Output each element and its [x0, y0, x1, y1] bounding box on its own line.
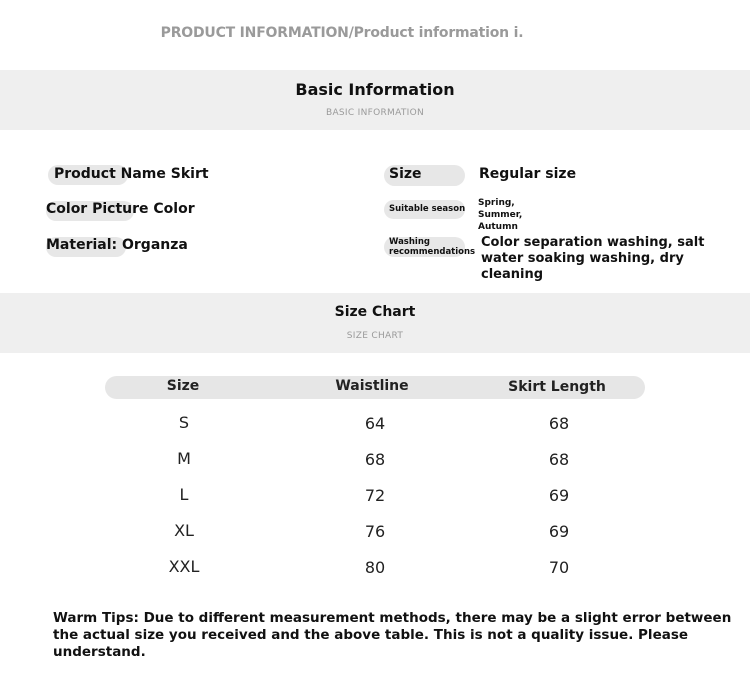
season-value: Spring, Summer, Autumn: [478, 198, 523, 232]
row-size: XL: [174, 521, 194, 540]
product-color: Color Picture Color: [46, 201, 195, 217]
warm-tips: Warm Tips: Due to different measurement methods, there may be a slight error between the actual size you received and the above table. This is not a quality issue. Please understand.: [53, 610, 732, 660]
basic-info-subtitle: BASIC INFORMATION: [325, 108, 425, 118]
size-chart-band: [0, 293, 750, 353]
product-name: Product Name Skirt: [54, 166, 209, 182]
row-waistline: 64: [364, 414, 386, 433]
row-skirt-length: 68: [548, 414, 570, 433]
row-size: XXL: [168, 557, 200, 576]
page-title: PRODUCT INFORMATION/Product information i.: [160, 25, 524, 41]
row-size: L: [179, 485, 189, 504]
row-skirt-length: 68: [548, 450, 570, 469]
season-label: Suitable season: [389, 204, 466, 214]
row-skirt-length: 69: [548, 486, 570, 505]
size-chart-subtitle: SIZE CHART: [346, 331, 404, 341]
row-waistline: 72: [364, 486, 386, 505]
basic-info-band: [0, 70, 750, 130]
row-waistline: 76: [364, 522, 386, 541]
row-waistline: 68: [364, 450, 386, 469]
row-size: S: [178, 413, 190, 432]
row-size: M: [177, 449, 191, 468]
header-skirt-length: Skirt Length: [508, 379, 606, 395]
product-material: Material: Organza: [46, 237, 188, 253]
washing-label: Washing recommendations: [389, 237, 476, 257]
row-waistline: 80: [364, 558, 386, 577]
size-value: Regular size: [479, 166, 577, 182]
row-skirt-length: 70: [548, 558, 570, 577]
basic-info-title: Basic Information: [295, 80, 455, 99]
header-waistline: Waistline: [335, 378, 409, 394]
washing-value: Color separation washing, salt water soaking washing, dry cleaning: [481, 235, 705, 282]
size-label: Size: [389, 166, 422, 182]
header-size: Size: [166, 378, 200, 394]
size-chart-title: Size Chart: [334, 304, 416, 320]
row-skirt-length: 69: [548, 522, 570, 541]
